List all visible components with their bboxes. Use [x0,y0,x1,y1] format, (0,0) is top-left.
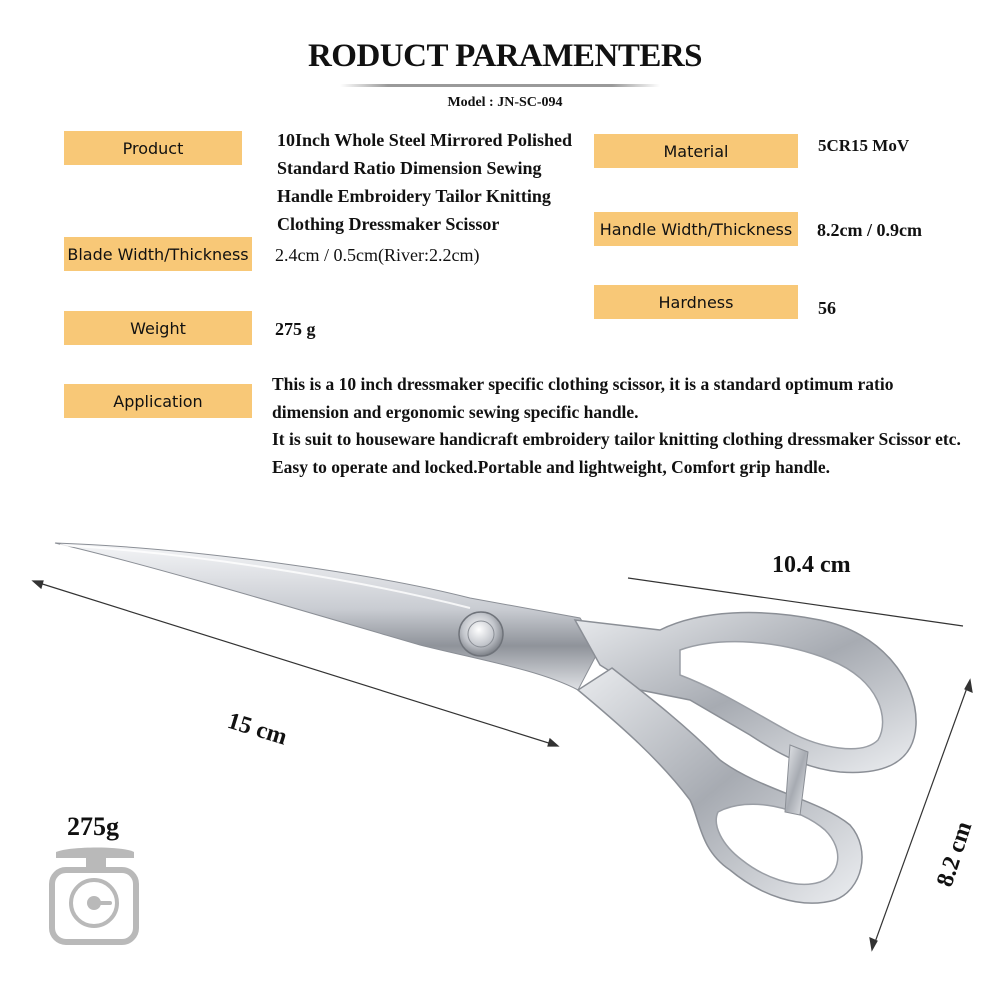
value-blade: 2.4cm / 0.5cm(River:2.2cm) [275,245,480,265]
weight-badge: 275g [67,812,119,841]
value-weight: 275 g [275,319,316,339]
application-line: dimension and ergonomic sewing specific handle. [272,401,639,422]
value-hardness: 56 [818,298,836,318]
pivot-screw-icon [459,612,503,656]
value-product-line: Handle Embroidery Tailor Knitting [277,186,551,206]
value-material: 5CR15 MoV [818,136,910,155]
application-line: This is a 10 inch dressmaker specific clothing scissor, it is a standard optimum ratio [272,374,894,394]
label-material: Material [594,134,798,168]
label-hardness: Hardness [594,285,798,319]
dimension-blade-length: 15 cm [224,708,291,751]
label-product: Product [64,131,242,165]
label-handle: Handle Width/Thickness [594,212,798,246]
dimension-handle-height: 8.2 cm [932,818,978,891]
model-number: Model : JN-SC-094 [447,95,563,110]
value-product-line: Standard Ratio Dimension Sewing [277,158,542,178]
dimension-handle-length: 10.4 cm [772,552,851,578]
label-application: Application [64,384,252,418]
application-line: It is suit to houseware handicraft embroidery tailor knitting clothing dressmaker Scissor etc. [272,429,961,449]
value-product-line: Clothing Dressmaker Scissor [277,214,500,234]
label-blade: Blade Width/Thickness [64,237,252,271]
application-line: Easy to operate and locked.Portable and lightweight, Comfort grip handle. [272,456,831,477]
value-handle: 8.2cm / 0.9cm [817,220,922,240]
page-title: RODUCT PARAMENTERS [307,38,703,74]
weighing-scale-icon [52,848,136,943]
label-weight: Weight [64,311,252,345]
value-product-line: 10Inch Whole Steel Mirrored Polished [277,130,572,150]
